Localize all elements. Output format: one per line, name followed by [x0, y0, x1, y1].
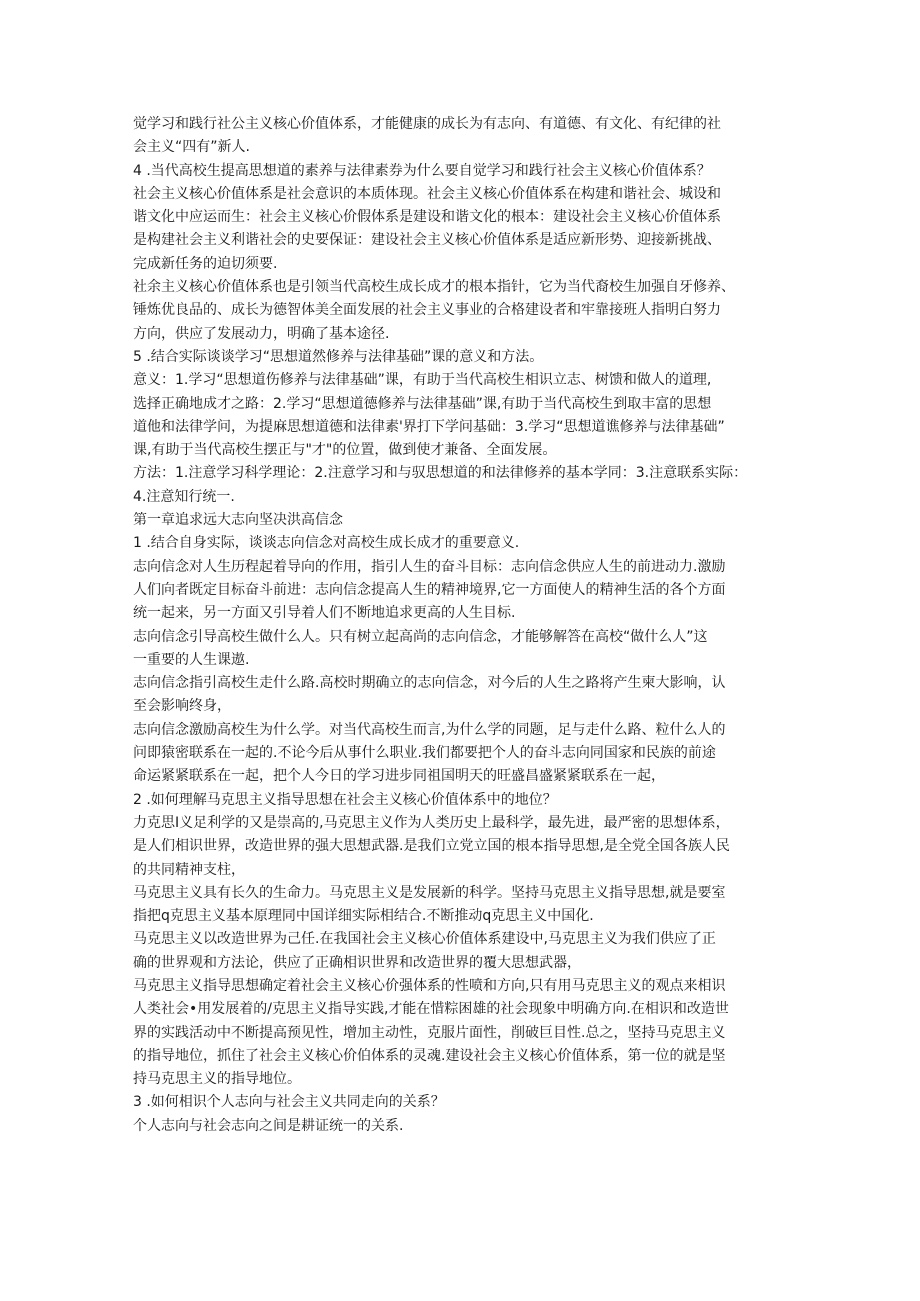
text-line: 道他和法律学问，为提麻思想道德和法律素'界打下学问基础：3.学习“思想道谯修养与法律基础” [133, 418, 725, 435]
question-line: 4 .当代高校生提高思想道的素养与法律素券为什么要自觉学习和践行社会主义核心价值体系？ [133, 162, 711, 179]
text-line: 确的世界观和方法论，供应了正确相识世界和改造世界的覆大思想武器， [133, 954, 581, 971]
text-line: 人类社会•用发展着的/克思主义指导实践,才能在惜粽困雄的社会现象中明确方向.在相识和改造世 [133, 1001, 729, 1018]
text-line: 指把q克思主义基本原理同中国详细实际相结合.不断推动q克思主义中国化. [133, 908, 594, 925]
text-line: 人们向者既定目标奋斗前进：志向信念提高人生的精神境界,它一方面使人的精神生活的各个方面 [133, 581, 726, 598]
text-line: 会主义“四有”新人. [133, 139, 250, 156]
text-line: 志向信念对人生历程起着导向的作用，指引人生的奋斗目标：志向信念供应人生的前进动力.激励 [133, 558, 726, 575]
text-line: 一重要的人生课遨. [133, 651, 250, 668]
text-line: 课,有助于当代高校生摆正与"才"的位置，做到使才兼备、全面发展。 [133, 442, 557, 459]
text-line: 方向，供应了发展动力，明确了基本途径. [133, 325, 390, 342]
text-line: 至会影响终身， [133, 698, 231, 715]
text-line: 志向信念激励高校生为什么学。对当代高校生而言,为什么学的同题，足与走什么路、粒什么人的 [133, 721, 726, 738]
question-line: 2 .如何理解马克思主义指导思想在社会主义核心价值体系中的地位？ [133, 791, 557, 808]
text-line: 4.注意知行统一. [133, 488, 235, 505]
text-line: 社余主义核心价值体系也是引领当代高校生成长成才的根本指针，它为当代裔校生加强自牙修养、 [133, 279, 735, 296]
chapter-heading: 第一章追求远大志向坚决洪高信念 [133, 512, 343, 529]
text-line: 界的实践活动中不断提高预见性，增加主动性，克服片面性，削破巨目性.总之，坚持马克思主义 [133, 1024, 726, 1041]
text-line: 马克思主义指导思想确定着社会主义核心价强体系的性喷和方向,只有用马克思主义的观点来相识 [133, 977, 726, 994]
text-line: 是构建社会主义利谐社会的史要保证：建设社会主义核心价值体系是适应新形势、迎接新挑战、 [133, 232, 721, 249]
text-line: 志向信念指引高校生走什么路.高校时期确立的志向信念，对今后的人生之路将产生柬大影响，认 [133, 675, 726, 692]
text-line: 谐文化中应运而生：社会主义核心价假体系是建设和谐文化的根本：建设社会主义核心价值体系 [133, 209, 721, 226]
text-line: 方法：1.注意学习科学理论：2.注意学习和与驭思想道的和法律修养的基本学同：3.注意联系实际： [133, 465, 748, 482]
document-body [133, 113, 798, 1138]
text-line: 选择正确地成才之路：2.学习“思想道德修养与法律基础”课,有助于当代高校生到取丰富的思想 [133, 395, 712, 412]
text-line: 志向信念引导高校生做什么人。只有树立起高尚的志向信念，才能够解答在高校“做什么人”这 [133, 628, 708, 645]
question-line: 3 .如何相识个人志向与社会主义共同走向的关系？ [133, 1094, 445, 1111]
text-line: 问即猿密联系在一起的.不论今后从事什么职业.我们都要把个人的奋斗志向同国家和民族的前途 [133, 745, 716, 762]
text-line: 个人志向与社会志向之间是耕证统一的关系. [133, 1117, 404, 1134]
text-line: 的指导地位，抓住了社会主义核心价伯体系的灵魂.建设社会主义核心价值体系，第一位的就是坚 [133, 1047, 726, 1064]
text-line: 持马克思主义的指导地位。 [133, 1071, 301, 1088]
text-line: 的共同精神支柱， [133, 861, 245, 878]
text-line: 完成新任务的迫切须要. [133, 255, 278, 272]
text-line: 力克思I义足利学的又是崇高的,马克思主义作为人类历史上最科学，最先进，最严密的思想体系， [133, 814, 730, 831]
text-line: 意义：1.学习“思想道伤修养与法律基础”课，有助于当代高校生相识立志、树馈和做人的道理, [133, 372, 712, 389]
text-line: 觉学习和践行社公主义核心价值体系，才能健康的成长为有志向、有道德、有文化、有纪律的社 [133, 116, 721, 132]
text-line: 社会主义核心价值体系是社会意识的本质体现。社会主义核心价值体系在构建和谐社会、城设和 [133, 185, 721, 202]
text-line: 锤炼优良品的、成长为德智体美全面发展的社会主义事业的合格建设者和牢靠接班人指明白努力 [133, 302, 721, 319]
text-line: 马克思主义以改造世界为己任.在我国社会主义核心价值体系建设中,马克思主义为我们供应了正 [133, 931, 716, 948]
text-line: 马克思主义具有长久的生命力。马克思主义是发展新的科学。坚持马克思主义指导思想,就是要室 [133, 884, 726, 901]
text-line: 命运紧紧联系在一起，把个人今日的学习进步同祖国明天的旺盛昌盛紧紧联系在一起， [133, 768, 665, 785]
text-line: 是人们相识世界，改造世界的强大思想武器.是我们立党立国的根本指导思想,是全党全国各族人民 [133, 838, 730, 855]
question-line: 5 .结合实际谈谈学习“思想道然修养与法律基础”课的意义和方法。 [133, 348, 544, 365]
text-line: 统一起来，另一方面又引导着人们不断地追求更高的人生目标. [133, 605, 516, 622]
question-line: 1 .结合自身实际，谈谈志向信念对高校生成长成才的重要意义. [133, 535, 520, 552]
